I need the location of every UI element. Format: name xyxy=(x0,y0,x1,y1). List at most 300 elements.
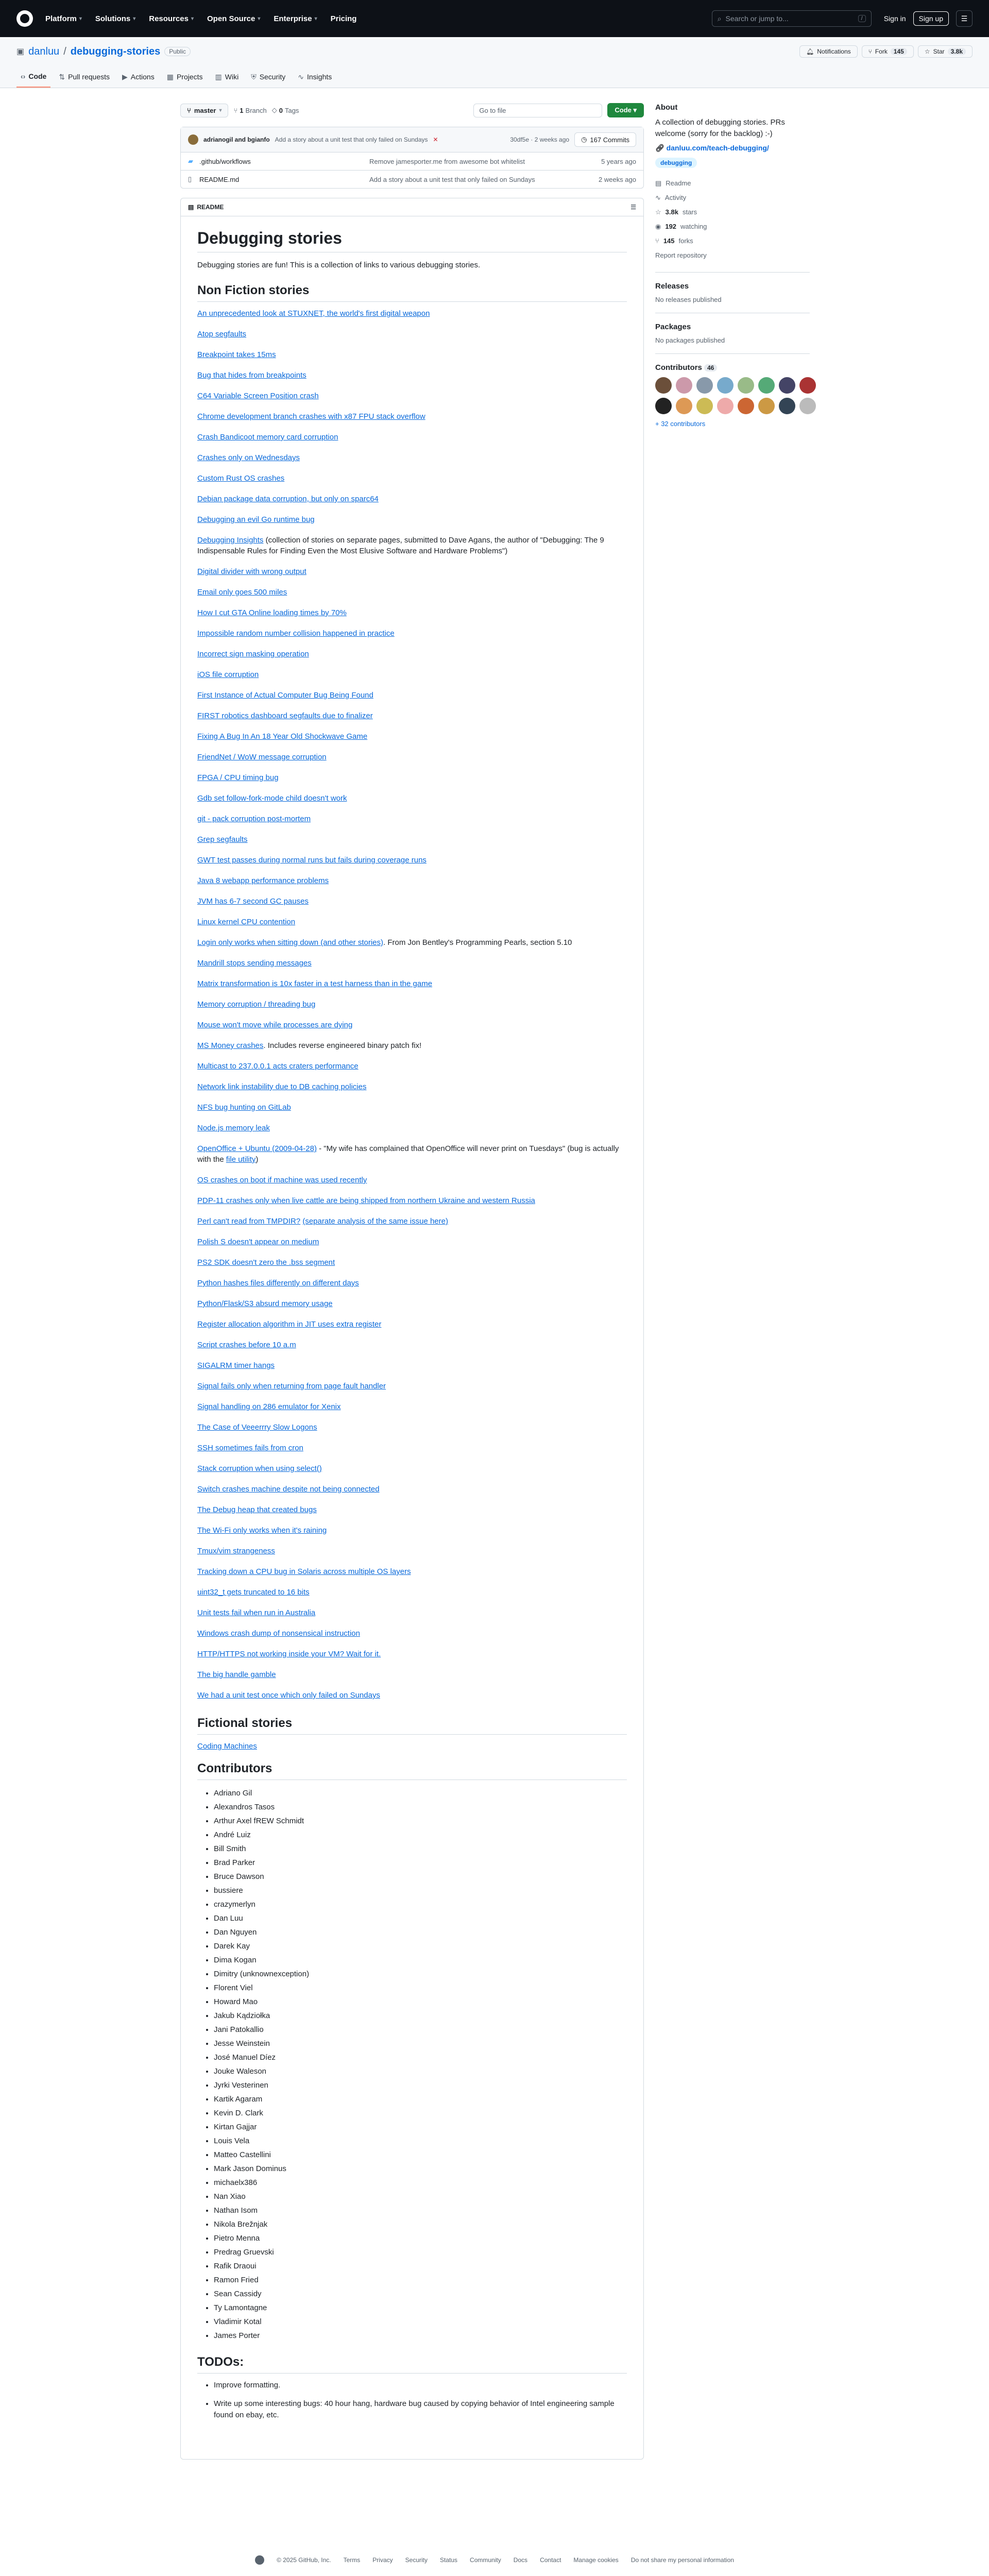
nonfiction-list xyxy=(197,308,627,1701)
story-link[interactable]: uint32_t gets truncated to 16 bits xyxy=(197,1588,310,1597)
story-item xyxy=(197,329,627,340)
story-link[interactable]: Fixing A Bug In An 18 Year Old Shockwave Game xyxy=(197,732,368,741)
story-link[interactable]: FriendNet / WoW message corruption xyxy=(197,753,327,761)
check-failed-icon[interactable]: ✕ xyxy=(433,136,438,143)
tab-code[interactable] xyxy=(16,67,50,88)
story-link[interactable]: Mandrill stops sending messages xyxy=(197,959,312,968)
story-item xyxy=(197,1546,627,1556)
contributor-name: • Kirtan Gajjar xyxy=(214,2120,627,2134)
story-item xyxy=(197,473,627,484)
chevron-down-icon: ▾ xyxy=(133,15,136,22)
file-list xyxy=(180,127,644,189)
story-link[interactable]: Crash Bandicoot memory card corruption xyxy=(197,433,338,442)
file-icon: ▯ xyxy=(188,175,192,183)
search-placeholder: Search or jump to... xyxy=(725,14,789,23)
menu-icon[interactable]: ☰ xyxy=(956,10,973,27)
nav-item-4[interactable] xyxy=(274,14,317,23)
story-link[interactable]: Incorrect sign masking operation xyxy=(197,650,309,658)
story-link[interactable]: Grep segfaults xyxy=(197,835,248,844)
story-link[interactable]: PS2 SDK doesn't zero the .bss segment xyxy=(197,1258,335,1267)
global-header xyxy=(0,0,989,37)
releases-empty: No releases published xyxy=(655,296,722,303)
tab-label: Insights xyxy=(307,73,332,81)
story-item xyxy=(197,1566,627,1577)
story-link[interactable]: We had a unit test once which only failed on Sundays xyxy=(197,1691,380,1700)
avatar[interactable] xyxy=(696,377,713,394)
story-link[interactable]: First Instance of Actual Computer Bug Being Found xyxy=(197,691,373,700)
story-link[interactable]: FIRST robotics dashboard segfaults due to finalizer xyxy=(197,711,373,720)
about-heading: About xyxy=(655,103,678,112)
contributor-name: • Ty Lamontagne xyxy=(214,2301,627,2315)
story-link[interactable]: An unprecedented look at STUXNET, the world's first digital weapon xyxy=(197,309,430,318)
story-item xyxy=(197,391,627,401)
footer-link[interactable]: Community xyxy=(470,2556,501,2564)
commit-authors[interactable]: adrianogil and bgianfo xyxy=(203,136,270,143)
story-link[interactable]: Linux kernel CPU contention xyxy=(197,918,296,926)
contributor-name: • Pietro Menna xyxy=(214,2231,627,2245)
story-link[interactable]: Network link instability due to DB caching policies xyxy=(197,1082,367,1091)
footer-link: © 2025 GitHub, Inc. xyxy=(277,2556,331,2564)
main-column xyxy=(180,103,644,2460)
story-link[interactable]: SSH sometimes fails from cron xyxy=(197,1444,303,1452)
fork-icon: ⑂ xyxy=(868,48,872,55)
story-link[interactable]: OS crashes on boot if machine was used recently xyxy=(197,1176,367,1184)
story-link[interactable]: Tmux/vim strangeness xyxy=(197,1547,275,1555)
global-nav xyxy=(45,14,356,23)
contributor-name: • Dan Nguyen xyxy=(214,1925,627,1939)
fork-button[interactable] xyxy=(862,45,914,58)
story-link[interactable]: Java 8 webapp performance problems xyxy=(197,876,329,885)
sign-in-link[interactable]: Sign in xyxy=(883,14,906,23)
story-item xyxy=(197,1690,627,1701)
story-link[interactable]: Matrix transformation is 10x faster in a test harness than in the game xyxy=(197,979,433,988)
github-logo-icon[interactable] xyxy=(16,10,33,27)
story-item xyxy=(197,514,627,525)
code-button[interactable]: Code ▾ xyxy=(607,103,644,117)
story-item xyxy=(197,1257,627,1268)
file-commit-message[interactable]: Remove jamesporter.me from awesome bot whitelist xyxy=(369,157,525,165)
readme-link[interactable]: ▤ Readme xyxy=(655,176,810,191)
contributor-name: • Jakub Kądziołka xyxy=(214,2009,627,2023)
contributor-name: • Nan Xiao xyxy=(214,2190,627,2204)
story-item xyxy=(197,1422,627,1433)
story-item xyxy=(197,875,627,886)
contributor-name: • Kartik Agaram xyxy=(214,2092,627,2106)
story-link[interactable]: Atop segfaults xyxy=(197,330,247,338)
story-item xyxy=(197,978,627,989)
nav-item-0[interactable] xyxy=(45,14,82,23)
watchers-link[interactable]: ◉ 192 watching xyxy=(655,219,810,234)
story-item xyxy=(197,1504,627,1515)
contributors-heading[interactable]: Contributors 46 xyxy=(655,363,810,372)
story-link[interactable]: HTTP/HTTPS not working inside your VM? Wait for it. xyxy=(197,1650,381,1658)
star-button[interactable] xyxy=(918,45,973,58)
contributor-name: • Matteo Castellini xyxy=(214,2148,627,2162)
story-link[interactable]: Python/Flask/S3 absurd memory usage xyxy=(197,1299,333,1308)
activity-link[interactable]: ∿ Activity xyxy=(655,191,810,205)
tab-icon: ▶ xyxy=(122,72,128,81)
contributor-name: • michaelx386 xyxy=(214,2176,627,2190)
visibility-badge: Public xyxy=(164,47,191,56)
fork-icon: ⑂ xyxy=(655,237,659,245)
star-icon: ☆ xyxy=(655,208,661,216)
story-item xyxy=(197,432,627,443)
tab-label: Actions xyxy=(130,73,155,81)
contributor-name: • Adriano Gil xyxy=(214,1786,627,1800)
branch-icon: ⑂ xyxy=(187,106,191,114)
outline-icon[interactable]: ☰ xyxy=(630,204,636,211)
file-commit-message[interactable]: Add a story about a unit test that only failed on Sundays xyxy=(369,175,535,183)
story-item xyxy=(197,814,627,824)
folder-icon: ▰ xyxy=(188,157,193,165)
tab-label: Code xyxy=(28,72,47,80)
story-link[interactable]: Multicast to 237.0.0.1 acts craters performance xyxy=(197,1062,359,1071)
branch-name: master xyxy=(194,106,216,114)
story-link[interactable]: The Wi-Fi only works when it's raining xyxy=(197,1526,327,1535)
contributor-name: • Nikola Brežnjak xyxy=(214,2217,627,2231)
story-item xyxy=(197,1216,627,1227)
story-item xyxy=(197,1040,627,1051)
story-link[interactable]: Node.js memory leak xyxy=(197,1124,270,1132)
story-link[interactable]: SIGALRM timer hangs xyxy=(197,1361,275,1370)
story-item xyxy=(197,1298,627,1309)
avatar[interactable] xyxy=(717,398,734,414)
book-icon: ▤ xyxy=(655,179,662,187)
footer-link[interactable]: Security xyxy=(405,2556,428,2564)
story-item xyxy=(197,1484,627,1495)
story-note: . From Jon Bentley's Programming Pearls, section 5.10 xyxy=(383,938,572,947)
search-shortcut: / xyxy=(858,15,866,22)
about-description: A collection of debugging stories. PRs welcome (sorry for the backlog) :-) xyxy=(655,118,785,138)
avatar[interactable] xyxy=(779,398,795,414)
story-item xyxy=(197,1443,627,1453)
story-link[interactable]: Custom Rust OS crashes xyxy=(197,474,285,483)
story-link[interactable]: Digital divider with wrong output xyxy=(197,567,306,576)
story-link[interactable]: Impossible random number collision happened in practice xyxy=(197,629,395,638)
heading-contributors: Contributors xyxy=(197,1761,627,1780)
story-note: ) xyxy=(255,1155,259,1164)
contributor-name: • James Porter xyxy=(214,2329,627,2343)
avatar[interactable] xyxy=(758,398,775,414)
story-note: (collection of stories on separate pages, submitted to Dave Agans, the author of "Debugging: The 9 Indispensable Rules for Finding Even the Most Elusive Software and Hardware Problems") xyxy=(197,536,604,555)
readme-intro: Debugging stories are fun! This is a collection of links to various debugging stories. xyxy=(197,261,481,269)
footer-link[interactable]: Do not share my personal information xyxy=(630,2556,734,2564)
tab-label: Pull requests xyxy=(68,73,110,81)
commit-hash[interactable]: 30df5e · 2 weeks ago xyxy=(510,136,570,143)
contributor-name: • Arthur Axel fREW Schmidt xyxy=(214,1814,627,1828)
footer-link[interactable]: Docs xyxy=(513,2556,528,2564)
story-link[interactable]: Email only goes 500 miles xyxy=(197,588,287,597)
story-item xyxy=(197,1123,627,1133)
nav-label: Enterprise xyxy=(274,14,312,23)
story-item xyxy=(197,1360,627,1371)
story-link[interactable]: Chrome development branch crashes with x87 FPU stack overflow xyxy=(197,412,425,421)
homepage-link[interactable]: danluu.com/teach-debugging/ xyxy=(666,144,769,152)
star-icon: ☆ xyxy=(924,48,930,55)
avatar[interactable] xyxy=(758,377,775,394)
story-link[interactable]: The Case of Veeerrry Slow Logons xyxy=(197,1423,317,1432)
contributor-name: • Dan Luu xyxy=(214,1911,627,1925)
story-link[interactable]: Bug that hides from breakpoints xyxy=(197,371,306,380)
story-item xyxy=(197,690,627,701)
avatar[interactable] xyxy=(799,398,816,414)
story-item xyxy=(197,1020,627,1030)
story-link[interactable]: The Debug heap that created bugs xyxy=(197,1505,317,1514)
story-item xyxy=(197,752,627,762)
story-link[interactable]: C64 Variable Screen Position crash xyxy=(197,392,319,400)
contributor-name: • Sean Cassidy xyxy=(214,2287,627,2301)
avatar[interactable] xyxy=(738,377,754,394)
report-link[interactable]: Report repository xyxy=(655,251,707,259)
repo-name-link[interactable]: debugging-stories xyxy=(70,45,161,57)
eye-icon: ◉ xyxy=(655,223,661,230)
story-link[interactable]: Debian package data corruption, but only on sparc64 xyxy=(197,495,379,503)
story-item xyxy=(197,669,627,680)
story-item xyxy=(197,411,627,422)
story-item xyxy=(197,308,627,319)
file-name[interactable]: README.md xyxy=(199,175,240,183)
tab-projects[interactable] xyxy=(163,67,207,88)
story-item xyxy=(197,452,627,463)
chevron-down-icon: ▾ xyxy=(314,15,317,22)
star-count: 3.8k xyxy=(948,48,966,55)
file-time: 2 weeks ago xyxy=(599,175,636,183)
contributor-name: • Alexandros Tasos xyxy=(214,1800,627,1814)
story-item xyxy=(197,855,627,866)
tab-icon: ⇅ xyxy=(59,72,65,81)
contributor-name: • Florent Viel xyxy=(214,1981,627,1995)
story-item xyxy=(197,1319,627,1330)
contributor-name: • Louis Vela xyxy=(214,2134,627,2148)
tab-label: Security xyxy=(259,73,286,81)
contributor-name: • José Manuel Díez xyxy=(214,2050,627,2064)
story-link[interactable]: Windows crash dump of nonsensical instruction xyxy=(197,1629,360,1638)
story-item xyxy=(197,1061,627,1072)
avatar[interactable] xyxy=(696,398,713,414)
contributor-name: • Jesse Weinstein xyxy=(214,2037,627,2050)
story-link[interactable]: JVM has 6-7 second GC pauses xyxy=(197,897,309,906)
readme-title: Debugging stories xyxy=(197,229,627,252)
nav-label: Open Source xyxy=(207,14,255,23)
story-link[interactable]: The big handle gamble xyxy=(197,1670,276,1679)
footer-link[interactable]: Status xyxy=(440,2556,458,2564)
tab-wiki[interactable] xyxy=(211,67,243,88)
repo-owner-link[interactable]: danluu xyxy=(28,45,60,57)
nav-label: Resources xyxy=(149,14,189,23)
story-link[interactable]: Switch crashes machine despite not being connected xyxy=(197,1485,380,1494)
releases-heading[interactable]: Releases xyxy=(655,282,689,291)
story-link[interactable]: FPGA / CPU timing bug xyxy=(197,773,279,782)
story-link[interactable]: Breakpoint takes 15ms xyxy=(197,350,276,359)
github-logo-icon[interactable] xyxy=(255,2555,264,2565)
story-item xyxy=(197,958,627,969)
topic-tag[interactable]: debugging xyxy=(655,158,697,168)
story-item xyxy=(197,937,627,948)
story-link[interactable]: Mouse won't move while processes are dying xyxy=(197,1021,353,1029)
tags-link[interactable]: ◇ 0 Tags xyxy=(271,106,299,114)
contributor-name: • Mark Jason Dominus xyxy=(214,2162,627,2176)
contributor-name: • Kevin D. Clark xyxy=(214,2106,627,2120)
link-icon: 🔗︎ xyxy=(655,144,664,152)
footer-link[interactable]: Terms xyxy=(343,2556,361,2564)
story-link[interactable]: Python hashes files differently on different days xyxy=(197,1279,359,1287)
contributor-name: • crazymerlyn xyxy=(214,1897,627,1911)
story-link[interactable]: MS Money crashes xyxy=(197,1041,264,1050)
tab-pull-requests[interactable] xyxy=(55,67,114,88)
commit-message[interactable]: Add a story about a unit test that only failed on Sundays xyxy=(275,136,428,143)
avatar[interactable] xyxy=(655,398,672,414)
file-row[interactable] xyxy=(181,152,643,171)
tab-label: Projects xyxy=(176,73,203,81)
story-link[interactable]: NFS bug hunting on GitLab xyxy=(197,1103,291,1112)
footer-link[interactable]: Manage cookies xyxy=(573,2556,619,2564)
story-item xyxy=(197,793,627,804)
contributor-name: • bussiere xyxy=(214,1884,627,1897)
contributor-name: • André Luiz xyxy=(214,1828,627,1842)
story-link[interactable]: Debugging an evil Go runtime bug xyxy=(197,515,315,524)
todo-item: • Write up some interesting bugs: 40 hour hang, hardware bug caused by copying behavior of Intel engineering sample found on ebay, etc. xyxy=(214,2398,627,2421)
todos-list xyxy=(197,2380,627,2421)
story-link[interactable]: Polish S doesn't appear on medium xyxy=(197,1238,319,1246)
story-item xyxy=(197,731,627,742)
story-item xyxy=(197,566,627,577)
tab-actions[interactable] xyxy=(118,67,159,88)
story-item xyxy=(197,1649,627,1659)
sign-up-button[interactable]: Sign up xyxy=(913,11,949,26)
story-link[interactable]: Stack corruption when using select() xyxy=(197,1464,322,1473)
nav-label: Platform xyxy=(45,14,77,23)
story-link-secondary[interactable]: (separate analysis of the same issue here) xyxy=(302,1217,448,1226)
pulse-icon: ∿ xyxy=(655,194,661,201)
story-link[interactable]: git - pack corruption post-mortem xyxy=(197,815,311,823)
story-item xyxy=(197,349,627,360)
nav-item-1[interactable] xyxy=(95,14,135,23)
avatar[interactable] xyxy=(676,398,692,414)
tab-label: Wiki xyxy=(225,73,239,81)
story-item xyxy=(197,1143,627,1165)
avatar[interactable] xyxy=(676,377,692,394)
story-item xyxy=(197,649,627,659)
footer-link[interactable]: Contact xyxy=(540,2556,561,2564)
repo-header xyxy=(0,37,989,88)
contributor-name: • Howard Mao xyxy=(214,1995,627,2009)
avatar[interactable] xyxy=(779,377,795,394)
story-item xyxy=(197,1195,627,1206)
todo-item: • Improve formatting. xyxy=(214,2380,627,2391)
tab-icon: ‹› xyxy=(21,72,26,80)
contributor-name: • Jyrki Vesterinen xyxy=(214,2078,627,2092)
go-to-file-input[interactable]: Go to file xyxy=(473,104,602,117)
story-link[interactable]: Register allocation algorithm in JIT uses extra register xyxy=(197,1320,382,1329)
avatar[interactable] xyxy=(738,398,754,414)
file-row[interactable] xyxy=(181,171,643,188)
branch-select[interactable] xyxy=(180,104,228,117)
readme-tab[interactable]: README xyxy=(197,204,224,211)
story-link[interactable]: Unit tests fail when run in Australia xyxy=(197,1608,316,1617)
contributor-avatars xyxy=(655,377,810,414)
tab-icon: ∿ xyxy=(298,72,304,81)
story-link[interactable]: Login only works when sitting down (and other stories) xyxy=(197,938,384,947)
story-link[interactable]: Debugging Insights xyxy=(197,536,264,545)
story-item xyxy=(197,628,627,639)
forks-link[interactable]: ⑂ 145 forks xyxy=(655,234,810,248)
global-search[interactable] xyxy=(712,10,872,27)
story-link[interactable]: PDP-11 crashes only when live cattle are being shipped from northern Ukraine and western Russia xyxy=(197,1196,535,1205)
nav-item-2[interactable] xyxy=(149,14,194,23)
story-link[interactable]: Script crashes before 10 a.m xyxy=(197,1341,296,1349)
contributor-name: • Ramon Fried xyxy=(214,2273,627,2287)
nav-item-3[interactable] xyxy=(207,14,260,23)
notifications-button[interactable] xyxy=(799,45,858,58)
tab-security[interactable] xyxy=(247,67,289,88)
story-link[interactable]: Signal fails only when returning from page fault handler xyxy=(197,1382,386,1391)
story-item xyxy=(197,1381,627,1392)
story-link[interactable]: Memory corruption / threading bug xyxy=(197,1000,316,1009)
story-link[interactable]: Coding Machines xyxy=(197,1742,257,1751)
tab-icon: ⛨ xyxy=(251,72,257,81)
nav-item-5[interactable] xyxy=(331,14,357,23)
story-item xyxy=(197,1102,627,1113)
story-item xyxy=(197,999,627,1010)
tab-insights[interactable] xyxy=(294,67,336,88)
story-link[interactable]: iOS file corruption xyxy=(197,670,259,679)
avatar xyxy=(188,134,198,145)
story-note: . Includes reverse engineered binary patch fix! xyxy=(263,1041,422,1050)
latest-commit xyxy=(181,127,643,152)
contributor-name: • Nathan Isom xyxy=(214,2204,627,2217)
contributors-count: 46 xyxy=(704,364,717,371)
avatar[interactable] xyxy=(655,377,672,394)
story-link-secondary[interactable]: file utility xyxy=(226,1155,256,1164)
avatar[interactable] xyxy=(799,377,816,394)
branches-link[interactable]: ⑂ 1 Branch xyxy=(233,106,267,114)
more-contributors-link[interactable]: + 32 contributors xyxy=(655,420,706,428)
history-icon: ◷ xyxy=(581,135,587,143)
story-link[interactable]: GWT test passes during normal runs but fails during coverage runs xyxy=(197,856,427,865)
contributor-name: • Bill Smith xyxy=(214,1842,627,1856)
contributor-name: • Vladimir Kotal xyxy=(214,2315,627,2329)
notifications-label: Notifications xyxy=(817,48,851,55)
story-item xyxy=(197,1081,627,1092)
readme-panel xyxy=(180,198,644,2460)
story-link[interactable]: OpenOffice + Ubuntu (2009-04-28) xyxy=(197,1144,317,1153)
file-name[interactable]: .github/workflows xyxy=(199,157,251,165)
tab-icon: ▦ xyxy=(166,72,174,81)
story-link[interactable]: Signal handling on 286 emulator for Xenix xyxy=(197,1402,341,1411)
chevron-down-icon: ▾ xyxy=(191,15,194,22)
story-link[interactable]: Tracking down a CPU bug in Solaris across multiple OS layers xyxy=(197,1567,411,1576)
fictional-list xyxy=(197,1741,627,1752)
story-link[interactable]: How I cut GTA Online loading times by 70% xyxy=(197,608,347,617)
story-item xyxy=(197,1741,627,1752)
stars-link[interactable]: ☆ 3.8k stars xyxy=(655,205,810,219)
fork-label: Fork xyxy=(875,48,888,55)
branch-icon: ⑂ xyxy=(233,106,238,114)
contributor-name: • Brad Parker xyxy=(214,1856,627,1870)
avatar[interactable] xyxy=(717,377,734,394)
footer-link[interactable]: Privacy xyxy=(372,2556,393,2564)
story-link[interactable]: Gdb set follow-fork-mode child doesn't work xyxy=(197,794,347,803)
packages-heading[interactable]: Packages xyxy=(655,323,691,331)
heading-nonfiction: Non Fiction stories xyxy=(197,283,627,302)
story-link[interactable]: Perl can't read from TMPDIR? xyxy=(197,1217,301,1226)
story-item xyxy=(197,1525,627,1536)
commits-link[interactable]: ◷ 167 Commits xyxy=(574,132,636,147)
story-item xyxy=(197,896,627,907)
chevron-down-icon: ▾ xyxy=(258,15,261,22)
chevron-down-icon: ▾ xyxy=(219,107,222,113)
story-link[interactable]: Crashes only on Wednesdays xyxy=(197,453,300,462)
